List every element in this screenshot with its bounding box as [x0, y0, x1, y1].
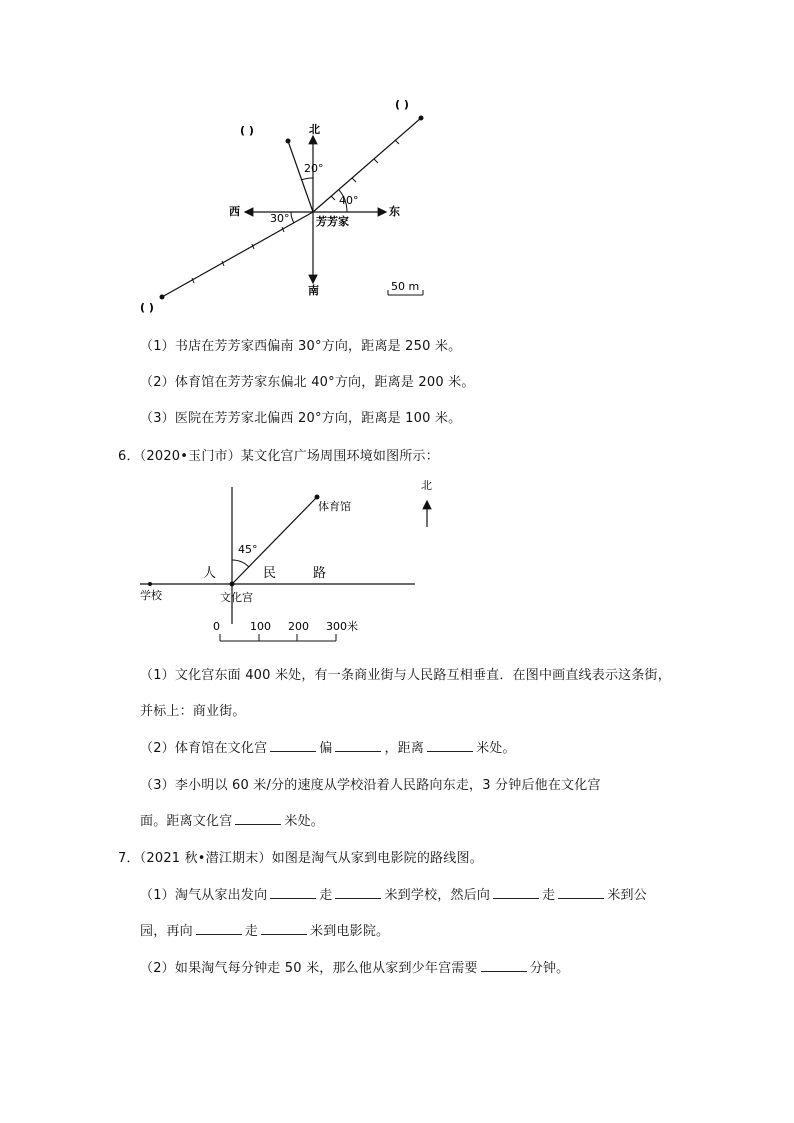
south-label: 南 [308, 284, 319, 297]
road-char-1: 人 [203, 566, 217, 581]
q5-item-1: （1）书店在芳芳家西偏南 30°方向，距离是 250 米。 [140, 339, 462, 354]
q6-title: 6．（2020•玉门市）某文化宫广场周围环境如图所示： [118, 449, 439, 464]
paren-top-left: ( ) [240, 124, 254, 137]
angle-20-label: 20° [304, 162, 324, 175]
west-label: 西 [229, 205, 240, 218]
q7-item-2: （2）如果淘气每分钟走 50 米，那么他从家到少年宫需要 分钟。 [140, 957, 569, 976]
east-label: 东 [389, 205, 400, 218]
q7-item-1-line-2: 园，再向 走 米到电影院。 [140, 920, 389, 939]
answer-blank[interactable] [270, 737, 316, 752]
answer-blank[interactable] [335, 737, 381, 752]
answer-blank[interactable] [558, 884, 604, 899]
scale-tick-300: 300米 [326, 620, 358, 633]
angle-40-label: 40° [339, 194, 359, 207]
answer-blank[interactable] [427, 737, 473, 752]
ray-gym [313, 118, 421, 212]
q7-item-1-line-1: （1）淘气从家出发向 走 米到学校，然后向 走 米到公 [140, 884, 647, 903]
answer-blank[interactable] [196, 920, 242, 935]
palace-label: 文化宫 [220, 591, 253, 604]
road-char-3: 路 [313, 566, 327, 581]
north-label-2: 北 [421, 479, 432, 492]
angle-30-label: 30° [270, 212, 290, 225]
answer-blank[interactable] [335, 884, 381, 899]
center-label: 芳芳家 [316, 215, 349, 228]
scale-tick-0: 0 [213, 620, 220, 633]
gym-label: 体育馆 [318, 500, 351, 513]
q5-item-3: （3）医院在芳芳家北偏西 20°方向，距离是 100 米。 [140, 411, 462, 426]
q6-item-1-line-1: （1）文化宫东面 400 米处，有一条商业街与人民路互相垂直．在图中画直线表示这条街， [140, 668, 671, 683]
scale-label: 50 m [391, 280, 420, 293]
answer-blank[interactable] [261, 920, 307, 935]
answer-blank[interactable] [270, 884, 316, 899]
angle-45-label: 45° [238, 543, 258, 556]
paren-bottom-left: ( ) [140, 301, 154, 314]
direction-diagram-2 [0, 470, 794, 650]
q6-item-1-line-2: 并标上：商业街。 [140, 704, 246, 719]
road-char-2: 民 [263, 566, 277, 581]
direction-diagram-1 [0, 0, 794, 330]
school-label: 学校 [140, 589, 162, 602]
q5-item-2: （2）体育馆在芳芳家东偏北 40°方向，距离是 200 米。 [140, 375, 475, 390]
q7-title: 7．（2021 秋•潜江期末）如图是淘气从家到电影院的路线图。 [118, 851, 483, 866]
scale-tick-200: 200 [288, 620, 309, 633]
answer-blank[interactable] [481, 957, 527, 972]
q6-item-2: （2）体育馆在文化宫 偏 ，距离 米处。 [140, 737, 516, 756]
answer-blank[interactable] [493, 884, 539, 899]
answer-blank[interactable] [235, 810, 281, 825]
ray-hospital [288, 141, 313, 212]
q6-item-3-line-1: （3）李小明以 60 米/分的速度从学校沿着人民路向东走，3 分钟后他在文化宫 [140, 778, 601, 793]
paren-top-right: ( ) [395, 98, 409, 111]
q6-item-3-line-2: 面。距离文化宫 米处。 [140, 810, 324, 829]
scale-tick-100: 100 [250, 620, 271, 633]
ray-bookstore [162, 212, 313, 297]
north-label: 北 [309, 123, 320, 136]
